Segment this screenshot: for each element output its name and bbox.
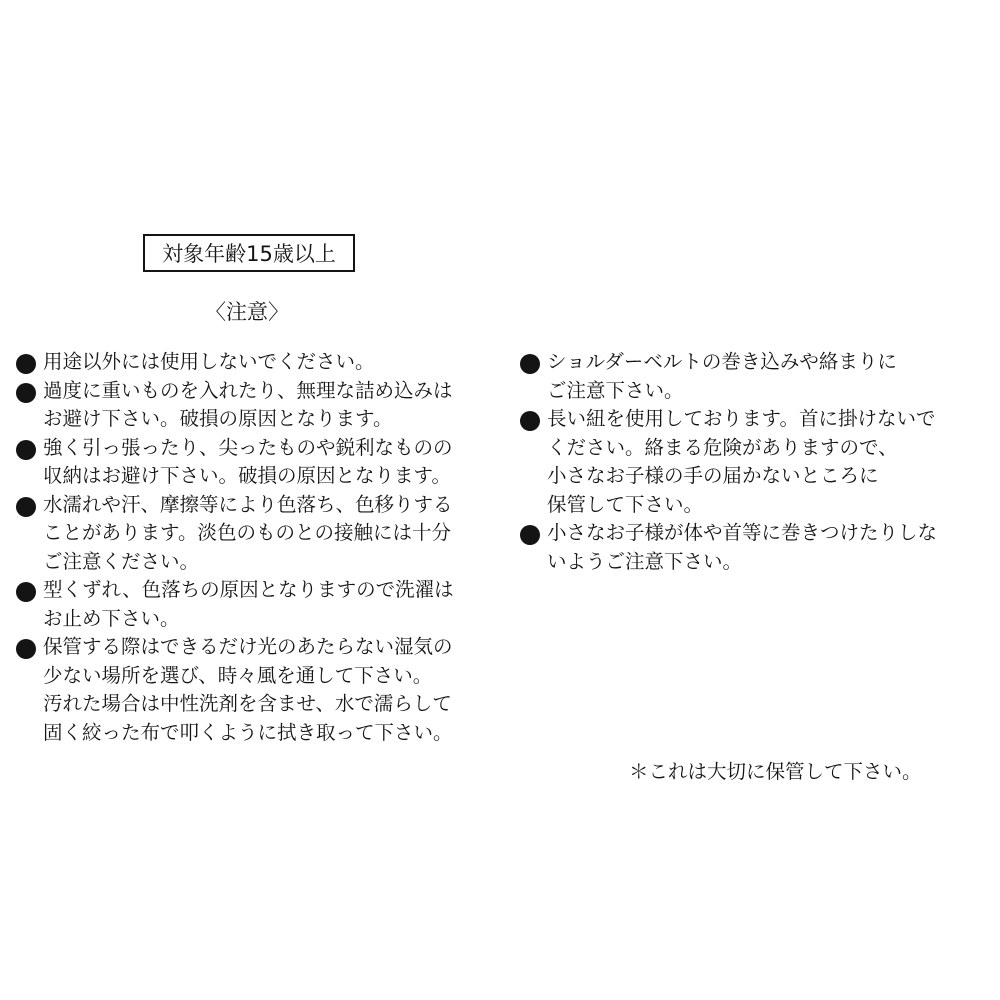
caution-line: 汚れた場合は中性洗剤を含ませ、水で濡らして — [43, 692, 452, 715]
caution-line: 用途以外には使用しないでください。 — [43, 350, 375, 373]
caution-line: 収納はお避け下さい。破損の原因となります。 — [43, 464, 451, 487]
caution-line: お避け下さい。破損の原因となります。 — [43, 407, 393, 430]
caution-line: 少ない場所を選び、時々風を通して下さい。 — [43, 663, 433, 687]
caution-line: 小さなお子様が体や首等に巻きつけたりしな — [547, 521, 938, 544]
caution-line: 小さなお子様の手の届かないところに — [547, 464, 879, 487]
caution-item — [16, 576, 496, 633]
caution-line: ご注意ください。 — [43, 549, 200, 573]
bullet-icon — [520, 525, 540, 545]
target-age-label: 対象年齢15歳以上 — [162, 242, 336, 266]
caution-item — [520, 348, 990, 405]
caution-line: 保管する際はできるだけ光のあたらない湿気の — [43, 635, 453, 658]
bullet-icon — [16, 582, 36, 602]
caution-line: ことがあります。淡色のものとの接触には十分 — [43, 521, 451, 544]
target-age-box — [143, 234, 355, 272]
caution-line: ショルダーベルトの巻き込みや絡まりに — [547, 350, 897, 373]
caution-item — [16, 633, 496, 747]
bullet-icon — [16, 354, 36, 374]
caution-list-left — [16, 348, 496, 747]
caution-line: ご注意下さい。 — [547, 378, 684, 402]
caution-line: 強く引っ張ったり、尖ったものや鋭利なものの — [43, 435, 453, 459]
caution-line: 過度に重いものを入れたり、無理な詰め込みは — [43, 378, 453, 402]
caution-item — [16, 348, 496, 377]
caution-item — [520, 519, 990, 576]
caution-line: 水濡れや汗、摩擦等により色落ち、色移りする — [43, 492, 453, 516]
caution-line: いようご注意下さい。 — [547, 549, 743, 573]
caution-item — [16, 491, 496, 577]
bullet-icon — [16, 497, 36, 517]
caution-line: お止め下さい。 — [43, 606, 180, 630]
caution-list-right — [520, 348, 990, 576]
caution-line: 型くずれ、色落ちの原因となりますので洗濯は — [43, 578, 454, 601]
footnote: ＊これは大切に保管して下さい。 — [629, 760, 922, 783]
bullet-icon — [16, 440, 36, 460]
caution-heading: 〈注意〉 — [205, 300, 289, 324]
bullet-icon — [520, 354, 540, 374]
caution-line: ください。絡まる危険がありますので、 — [547, 435, 898, 459]
bullet-icon — [16, 383, 36, 403]
caution-line: 長い紐を使用しております。首に掛けないで — [547, 407, 936, 430]
caution-item — [16, 434, 496, 491]
bullet-icon — [520, 411, 540, 431]
caution-line: 保管して下さい。 — [547, 492, 704, 516]
caution-line: 固く絞った布で叩くように拭き取って下さい。 — [43, 720, 453, 744]
caution-item — [520, 405, 990, 519]
caution-item — [16, 377, 496, 434]
bullet-icon — [16, 639, 36, 659]
